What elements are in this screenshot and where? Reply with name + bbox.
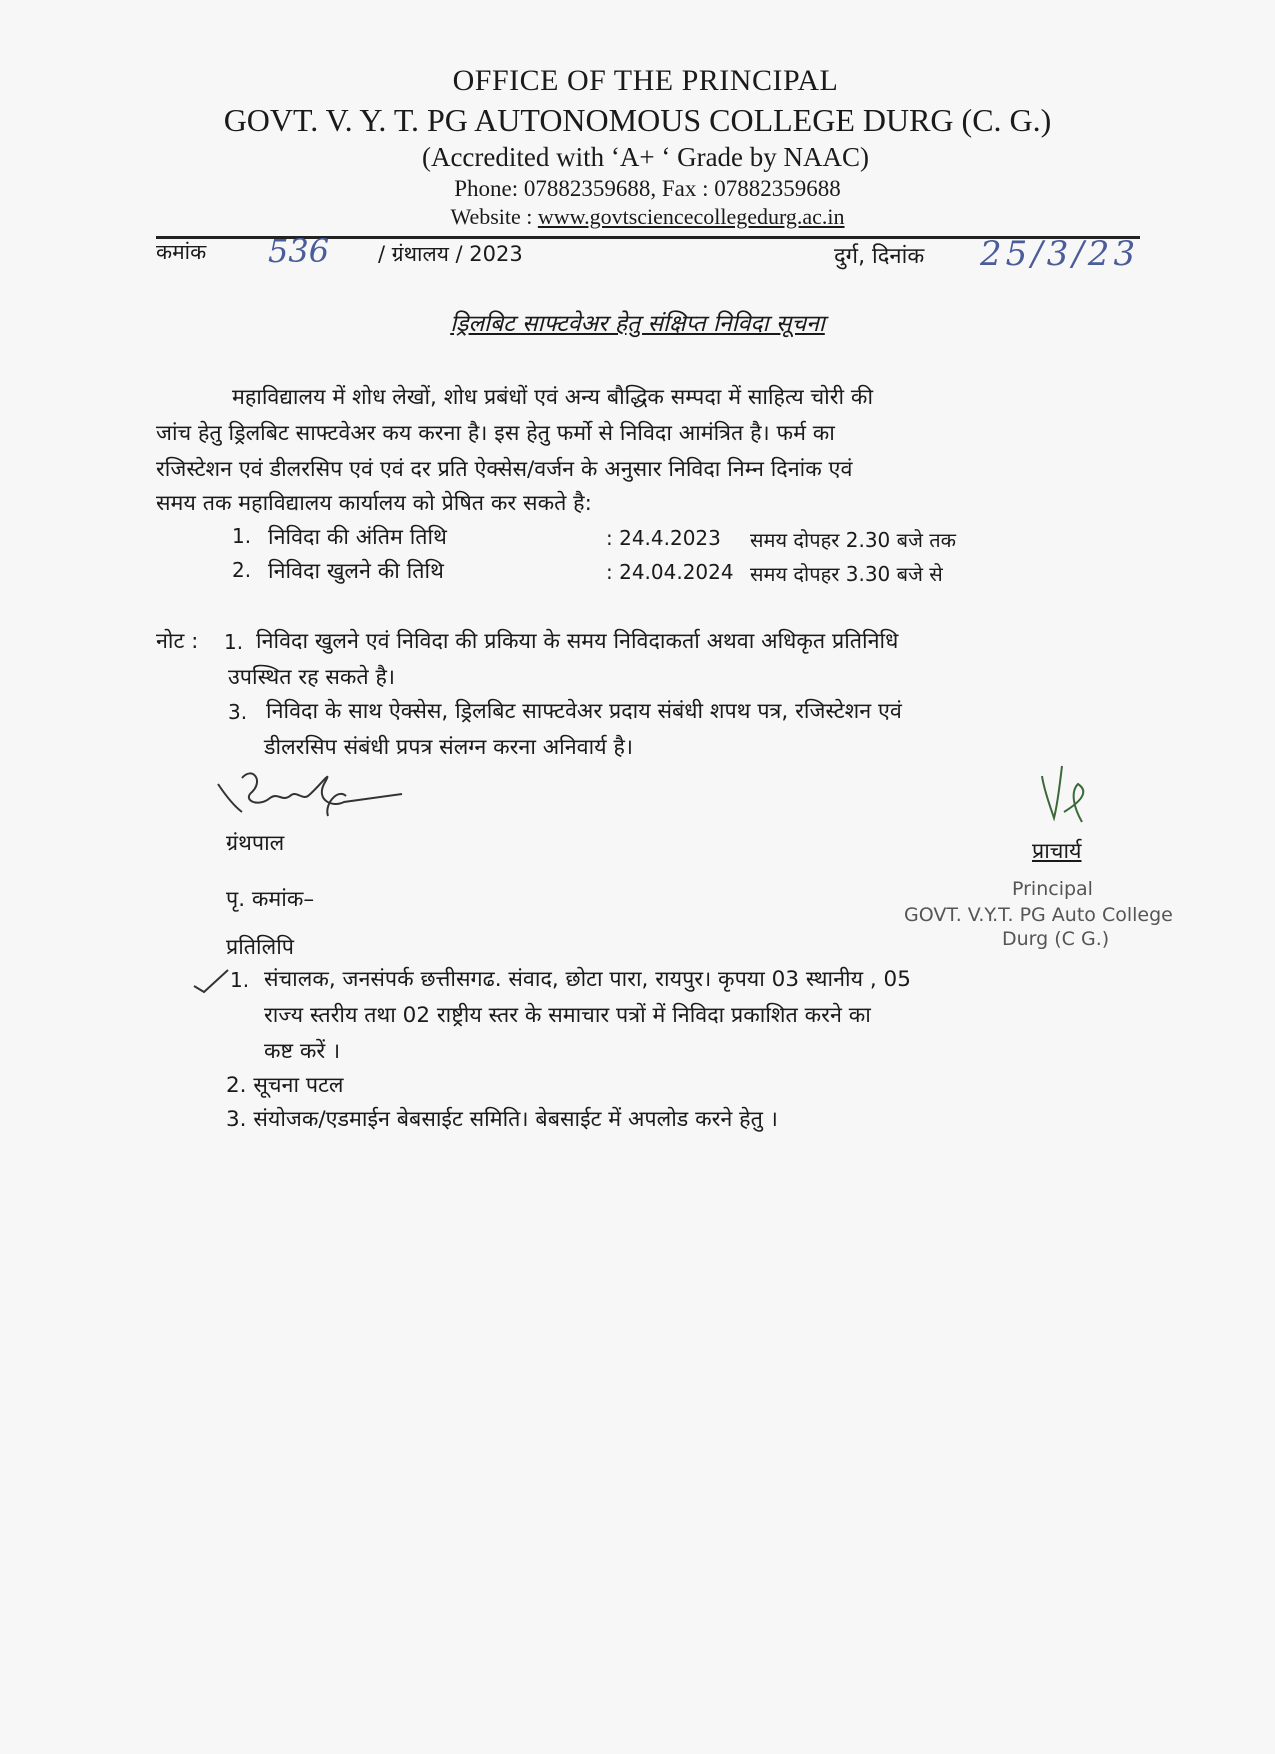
copy-heading: प्रतिलिपि <box>226 935 294 960</box>
principal-title: प्राचार्य <box>1032 839 1082 864</box>
copy-item-3: 3. संयोजक/एडमाईन बेबसाईट समिति। बेबसाईट में अपलोड करने हेतु । <box>226 1107 778 1132</box>
website-url: www.govtsciencecollegedurg.ac.in <box>537 204 845 229</box>
copy-item-1-num: 1. <box>230 968 250 992</box>
copy-item-1-line-2: राज्य स्तरीय तथा 02 राष्ट्रीय स्तर के समाचार पत्रों में निविदा प्रकाशित करने का <box>264 1003 871 1028</box>
letterhead-phone-fax: Phone: 07882359688, Fax : 07882359688 <box>454 176 841 201</box>
reference-handwritten-number: 536 <box>268 232 330 270</box>
schedule-2-time: समय दोपहर 3.30 बजे से <box>750 562 943 586</box>
letterhead-website <box>10 204 1275 230</box>
librarian-title: ग्रंथपाल <box>226 831 285 856</box>
note-1-line-1: निविदा खुलने एवं निविदा की प्रकिया के समय निविदाकर्ता अथवा अधिकृत प्रतिनिधि <box>256 629 899 654</box>
reference-text: / ग्रंथालय / 2023 <box>378 242 523 266</box>
body-line-1: महाविद्यालय में शोध लेखों, शोध प्रबंधों एवं अन्य बौद्धिक सम्पदा में साहित्य चोरी की <box>232 385 874 410</box>
principal-stamp-line-1: Principal <box>1012 878 1093 900</box>
schedule-2-label: निविदा खुलने की तिथि <box>268 559 444 584</box>
letterhead-college: GOVT. V. Y. T. PG AUTONOMOUS COLLEGE DURG (C. G.) <box>223 102 1052 138</box>
copy-ref-label: पृ. कमांक– <box>226 887 315 912</box>
check-mark <box>192 966 232 996</box>
letterhead-office: OFFICE OF THE PRINCIPAL <box>452 64 839 97</box>
schedule-1-time: समय दोपहर 2.30 बजे तक <box>750 528 957 552</box>
principal-signature <box>1034 762 1114 832</box>
website-label: Website : <box>450 204 538 229</box>
schedule-1-num: 1. <box>232 524 252 548</box>
notes-label: नोट : <box>156 629 199 654</box>
copy-item-1-line-1: संचालक, जनसंपर्क छत्तीसगढ. संवाद, छोटा पारा, रायपुर। कृपया 03 स्थानीय , 05 <box>264 967 911 992</box>
notice-subject: ड्रिलबिट साफ्टवेअर हेतु संक्षिप्त निविदा सूचना <box>450 311 825 337</box>
copy-item-2: 2. सूचना पटल <box>226 1073 344 1098</box>
reference-label: कमांक <box>156 240 207 264</box>
principal-stamp-line-2: GOVT. V.Y.T. PG Auto College <box>904 904 1173 926</box>
copy-item-1-line-3: कष्ट करें । <box>264 1039 341 1064</box>
body-line-3: रजिस्टेशन एवं डीलरसिप एवं एवं दर प्रति ऐक्सेस/वर्जन के अनुसार निविदा निम्न दिनांक एवं <box>156 457 853 482</box>
handwritten-date: 25/3/23 <box>980 234 1140 274</box>
date-label: दुर्ग, दिनांक <box>834 244 925 269</box>
letterhead-accreditation: (Accredited with ‘A+ ‘ Grade by NAAC) <box>421 142 870 172</box>
schedule-1-value: : 24.4.2023 <box>606 526 721 550</box>
schedule-2-num: 2. <box>232 558 252 582</box>
librarian-signature <box>212 756 412 836</box>
schedule-1-label: निविदा की अंतिम तिथि <box>268 525 447 550</box>
note-3-line-2: डीलरसिप संबंधी प्रपत्र संलग्न करना अनिवार्य है। <box>264 735 634 760</box>
note-1-line-2: उपस्थित रह सकते है। <box>228 665 396 690</box>
body-line-2: जांच हेतु ड्रिलबिट साफ्टवेअर कय करना है। इस हेतु फर्मो से निविदा आमंत्रित है। फर्म का <box>156 421 835 446</box>
body-line-4: समय तक महाविद्यालय कार्यालय को प्रेषित कर सकते है: <box>156 491 592 516</box>
note-1-num: 1. <box>224 630 244 654</box>
principal-stamp-line-3: Durg (C G.) <box>1002 928 1110 950</box>
schedule-2-value: : 24.04.2024 <box>606 560 734 584</box>
note-3-line-1: निविदा के साथ ऐक्सेस, ड्रिलबिट साफ्टवेअर प्रदाय संबंधी शपथ पत्र, रजिस्टेशन एवं <box>266 699 902 724</box>
note-3-num: 3. <box>228 700 248 724</box>
